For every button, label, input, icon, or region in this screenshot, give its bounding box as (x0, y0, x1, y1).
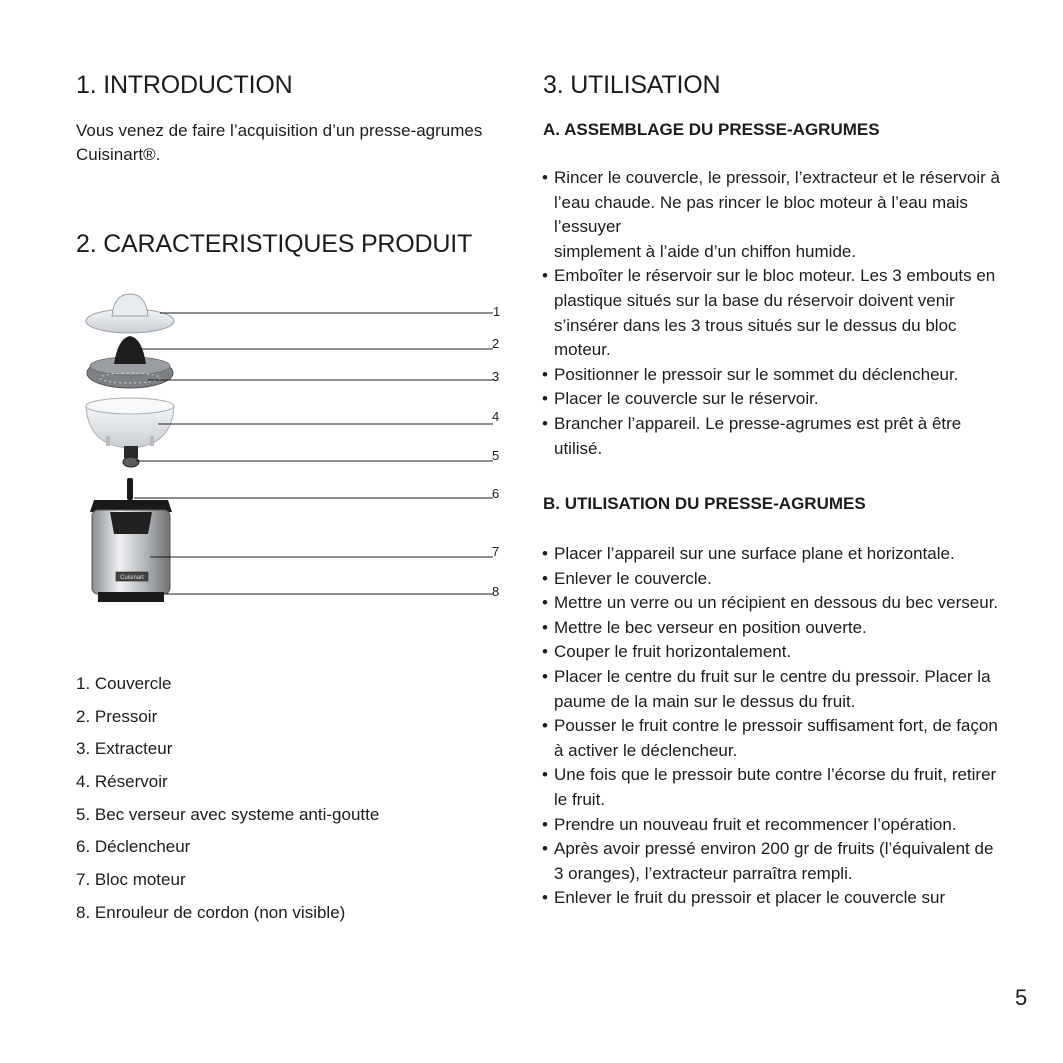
parts-list-item: 2. Pressoir (76, 706, 158, 726)
utilisation-heading: 3. UTILISATION (543, 71, 721, 99)
parts-list-item: 1. Couvercle (76, 674, 172, 693)
assembly-step: • Emboîter le réservoir sur le bloc moteur. Les 3 embouts en plastique situés sur la base du réservoir doivent venir s’insérer dans les 3 trous situés sur le dessus du bloc moteur. (542, 264, 1002, 362)
usage-step: • Placer l’appareil sur une surface plane et horizontale. (542, 542, 1002, 567)
usage-step: • Placer le centre du fruit sur le centre du pressoir. Placer la paume de la main sur le dessus du fruit. (542, 665, 1002, 714)
callout-number-2: 2 (492, 336, 500, 351)
callout-number-1: 1 (493, 304, 501, 319)
parts-list (76, 672, 379, 934)
usage-step: • Mettre le bec verseur en position ouverte. (542, 616, 1002, 641)
assembly-step-continuation: simplement à l’aide d’un chiffon humide. (554, 241, 857, 261)
page-number: 5 (1015, 985, 1028, 1010)
section-a-title: A. ASSEMBLAGE DU PRESSE-AGRUMES (543, 120, 880, 139)
product-exploded-diagram (76, 286, 516, 616)
parts-list-item: 5. Bec verseur avec systeme anti-goutte (76, 804, 380, 824)
usage-step: • Enlever le fruit du pressoir et placer le couvercle sur (542, 886, 1002, 911)
motor-base-part (90, 478, 172, 602)
parts-list-item: 6. Déclencheur (76, 837, 191, 857)
parts-list-item: 4. Réservoir (76, 772, 168, 792)
spout-part (123, 446, 139, 467)
assembly-steps-list (542, 166, 1002, 461)
parts-list-item: 7. Bloc moteur (76, 870, 186, 890)
usage-step: • Après avoir pressé environ 200 gr de fruits (l’équivalent de 3 oranges), l’extracteur parraîtra rempli. (542, 837, 1002, 886)
callout-number-4: 4 (492, 409, 500, 424)
section-b-title: B. UTILISATION DU PRESSE-AGRUMES (543, 494, 866, 513)
reservoir-part (86, 398, 174, 448)
introduction-heading: 1. INTRODUCTION (76, 71, 293, 99)
usage-step: • Prendre un nouveau fruit et recommencer l’opération. (542, 813, 1002, 838)
callout-number-5: 5 (492, 448, 500, 463)
assembly-step: • Positionner le pressoir sur le sommet du déclencheur. (542, 363, 1002, 388)
callout-number-8: 8 (492, 584, 500, 599)
characteristics-heading: 2. CARACTERISTIQUES PRODUIT (76, 230, 473, 258)
usage-step: • Mettre un verre ou un récipient en dessous du bec verseur. (542, 591, 1002, 616)
callout-number-3: 3 (492, 369, 500, 384)
usage-step: • Couper le fruit horizontalement. (542, 640, 1002, 665)
assembly-step: • Placer le couvercle sur le réservoir. (542, 387, 1002, 412)
callout-number-7: 7 (492, 544, 500, 559)
brand-badge: Cuisinart (120, 575, 144, 581)
usage-step: • Enlever le couvercle. (542, 567, 1002, 592)
parts-list-item: 8. Enrouleur de cordon (non visible) (76, 902, 346, 922)
introduction-text: Vous venez de faire l’acquisition d’un presse-agrumes Cuisinart®. (76, 121, 483, 164)
usage-step: • Pousser le fruit contre le pressoir suffisament fort, de façon à activer le déclencheur. (542, 714, 1002, 763)
usage-steps-list (542, 542, 1002, 911)
assembly-step: • Brancher l’appareil. Le presse-agrumes est prêt à être utilisé. (542, 412, 1002, 461)
assembly-step: • Rincer le couvercle, le pressoir, l’extracteur et le réservoir à l’eau chaude. Ne pas rincer le bloc moteur à l’eau mais l’essuyer simplement à l’aide d’un chiffon humide. (542, 166, 1002, 264)
parts-list-item: 3. Extracteur (76, 739, 173, 759)
usage-step: • Une fois que le pressoir bute contre l’écorse du fruit, retirer le fruit. (542, 763, 1002, 812)
callout-number-6: 6 (492, 486, 500, 501)
